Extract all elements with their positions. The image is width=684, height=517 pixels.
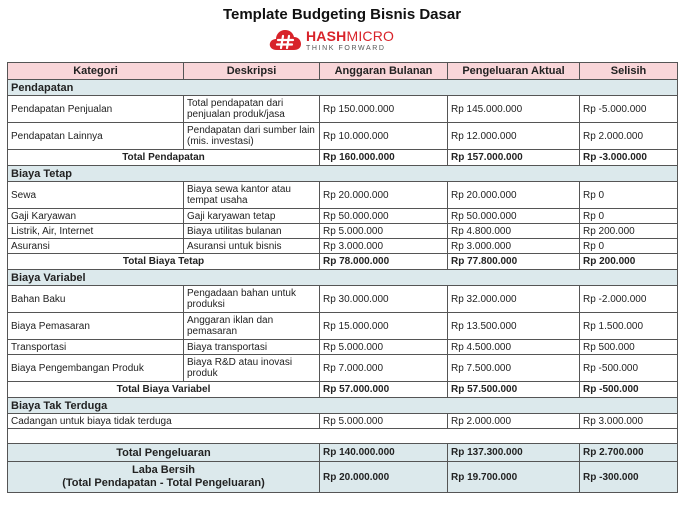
cell-kategori: Bahan Baku <box>8 286 184 313</box>
logo-tagline: THINK FORWARD <box>306 44 386 52</box>
laba-bersih-selisih: Rp -300.000 <box>580 462 678 493</box>
table-row <box>8 286 678 313</box>
cell-kategori: Cadangan untuk biaya tidak terduga <box>8 414 320 429</box>
table-row <box>8 182 678 209</box>
total-pengeluaran-label: Total Pengeluaran <box>8 444 320 462</box>
laba-bersih-label <box>8 462 320 493</box>
cell-kategori: Pendapatan Penjualan <box>8 96 184 123</box>
cell-anggaran: Rp 20.000.000 <box>320 182 448 209</box>
cell-kategori: Asuransi <box>8 239 184 254</box>
section-title: Biaya Variabel <box>8 270 678 286</box>
total-label: Total Pendapatan <box>8 150 320 166</box>
cell-aktual: Rp 145.000.000 <box>448 96 580 123</box>
total-selisih: Rp -500.000 <box>580 382 678 398</box>
section-title: Pendapatan <box>8 80 678 96</box>
cell-selisih: Rp 500.000 <box>580 340 678 355</box>
section-row-biaya-tak-terduga <box>8 398 678 414</box>
cell-selisih: Rp -5.000.000 <box>580 96 678 123</box>
cell-deskripsi: Anggaran iklan dan pemasaran <box>184 313 320 340</box>
hashtag-cloud-icon <box>268 28 302 52</box>
total-anggaran: Rp 78.000.000 <box>320 254 448 270</box>
cell-anggaran: Rp 15.000.000 <box>320 313 448 340</box>
total-row-biaya-variabel <box>8 382 678 398</box>
hashmicro-logo <box>268 27 394 53</box>
cell-aktual: Rp 2.000.000 <box>448 414 580 429</box>
page-title: Template Budgeting Bisnis Dasar <box>222 6 462 23</box>
cell-kategori: Transportasi <box>8 340 184 355</box>
cell-selisih: Rp 0 <box>580 209 678 224</box>
cell-aktual: Rp 4.500.000 <box>448 340 580 355</box>
cell-deskripsi: Gaji karyawan tetap <box>184 209 320 224</box>
table-row <box>8 96 678 123</box>
section-row-biaya-tetap <box>8 166 678 182</box>
cell-deskripsi: Asuransi untuk bisnis <box>184 239 320 254</box>
total-label: Total Biaya Variabel <box>8 382 320 398</box>
cell-anggaran: Rp 5.000.000 <box>320 340 448 355</box>
cell-deskripsi: Pengadaan bahan untuk produksi <box>184 286 320 313</box>
total-pengeluaran-selisih: Rp 2.700.000 <box>580 444 678 462</box>
header-anggaran: Anggaran Bulanan <box>320 63 448 80</box>
header-deskripsi: Deskripsi <box>184 63 320 80</box>
total-pengeluaran-row <box>8 444 678 462</box>
table-row <box>8 239 678 254</box>
cell-anggaran: Rp 5.000.000 <box>320 224 448 239</box>
section-title: Biaya Tak Terduga <box>8 398 678 414</box>
cell-kategori: Gaji Karyawan <box>8 209 184 224</box>
table-row <box>8 209 678 224</box>
cell-anggaran: Rp 3.000.000 <box>320 239 448 254</box>
total-row-pendapatan <box>8 150 678 166</box>
budget-table <box>7 62 678 493</box>
table-row <box>8 224 678 239</box>
cell-kategori: Listrik, Air, Internet <box>8 224 184 239</box>
laba-bersih-title: Laba Bersih <box>132 464 195 476</box>
section-row-pendapatan <box>8 80 678 96</box>
cell-anggaran: Rp 30.000.000 <box>320 286 448 313</box>
cell-kategori: Biaya Pengembangan Produk <box>8 355 184 382</box>
total-pengeluaran-aktual: Rp 137.300.000 <box>448 444 580 462</box>
cell-aktual: Rp 7.500.000 <box>448 355 580 382</box>
total-aktual: Rp 57.500.000 <box>448 382 580 398</box>
total-pengeluaran-anggaran: Rp 140.000.000 <box>320 444 448 462</box>
spacer-row <box>8 429 678 444</box>
laba-bersih-formula: (Total Pendapatan - Total Pengeluaran) <box>62 477 265 489</box>
cell-anggaran: Rp 7.000.000 <box>320 355 448 382</box>
spacer-cell <box>8 429 678 444</box>
table-header-row <box>8 63 678 80</box>
table-row <box>8 123 678 150</box>
table-row <box>8 340 678 355</box>
cell-selisih: Rp 0 <box>580 239 678 254</box>
section-row-biaya-variabel <box>8 270 678 286</box>
total-selisih: Rp -3.000.000 <box>580 150 678 166</box>
logo-micro-text: MICRO <box>346 27 395 44</box>
laba-bersih-row <box>8 462 678 493</box>
cell-aktual: Rp 32.000.000 <box>448 286 580 313</box>
laba-bersih-aktual: Rp 19.700.000 <box>448 462 580 493</box>
cell-kategori: Biaya Pemasaran <box>8 313 184 340</box>
table-row <box>8 355 678 382</box>
logo-hash-text: HASH <box>306 27 347 44</box>
cell-kategori: Pendapatan Lainnya <box>8 123 184 150</box>
cell-deskripsi: Biaya sewa kantor atau tempat usaha <box>184 182 320 209</box>
cell-selisih: Rp -500.000 <box>580 355 678 382</box>
cell-aktual: Rp 50.000.000 <box>448 209 580 224</box>
cell-aktual: Rp 13.500.000 <box>448 313 580 340</box>
cell-selisih: Rp 2.000.000 <box>580 123 678 150</box>
header-kategori: Kategori <box>8 63 184 80</box>
cell-selisih: Rp 1.500.000 <box>580 313 678 340</box>
cell-deskripsi: Total pendapatan dari penjualan produk/jasa <box>184 96 320 123</box>
total-selisih: Rp 200.000 <box>580 254 678 270</box>
cell-aktual: Rp 3.000.000 <box>448 239 580 254</box>
table-row <box>8 414 678 429</box>
header-selisih: Selisih <box>580 63 678 80</box>
total-aktual: Rp 157.000.000 <box>448 150 580 166</box>
total-anggaran: Rp 57.000.000 <box>320 382 448 398</box>
cell-kategori: Sewa <box>8 182 184 209</box>
cell-selisih: Rp 200.000 <box>580 224 678 239</box>
total-row-biaya-tetap <box>8 254 678 270</box>
section-title: Biaya Tetap <box>8 166 678 182</box>
cell-selisih: Rp 3.000.000 <box>580 414 678 429</box>
cell-anggaran: Rp 10.000.000 <box>320 123 448 150</box>
cell-deskripsi: Biaya utilitas bulanan <box>184 224 320 239</box>
cell-selisih: Rp 0 <box>580 182 678 209</box>
table-row <box>8 313 678 340</box>
cell-deskripsi: Pendapatan dari sumber lain (mis. investasi) <box>184 123 320 150</box>
cell-aktual: Rp 20.000.000 <box>448 182 580 209</box>
laba-bersih-anggaran: Rp 20.000.000 <box>320 462 448 493</box>
cell-anggaran: Rp 150.000.000 <box>320 96 448 123</box>
total-label: Total Biaya Tetap <box>8 254 320 270</box>
cell-deskripsi: Biaya transportasi <box>184 340 320 355</box>
header-aktual: Pengeluaran Aktual <box>448 63 580 80</box>
cell-anggaran: Rp 5.000.000 <box>320 414 448 429</box>
cell-aktual: Rp 4.800.000 <box>448 224 580 239</box>
cell-selisih: Rp -2.000.000 <box>580 286 678 313</box>
cell-aktual: Rp 12.000.000 <box>448 123 580 150</box>
total-aktual: Rp 77.800.000 <box>448 254 580 270</box>
total-anggaran: Rp 160.000.000 <box>320 150 448 166</box>
cell-anggaran: Rp 50.000.000 <box>320 209 448 224</box>
cell-deskripsi: Biaya R&D atau inovasi produk <box>184 355 320 382</box>
